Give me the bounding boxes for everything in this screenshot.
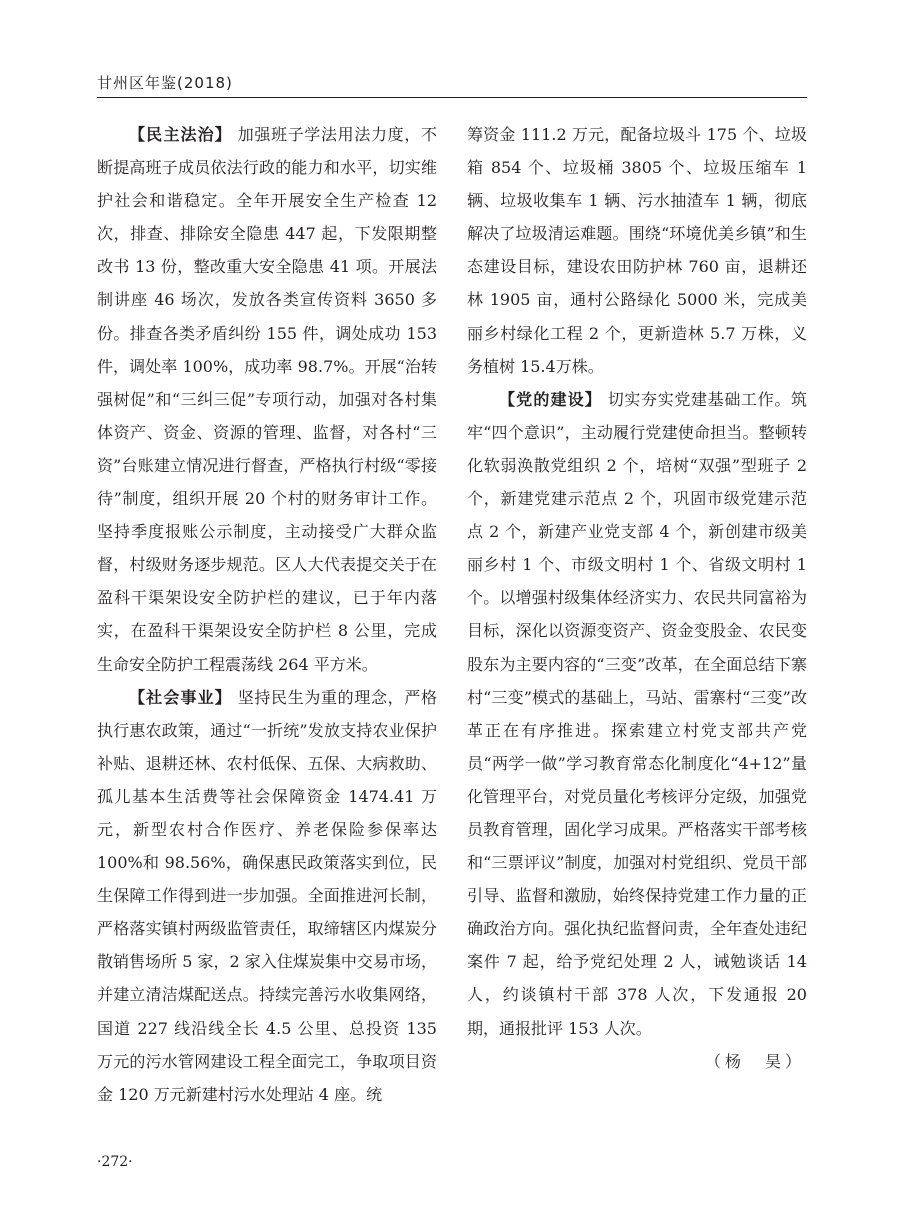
paragraph-text: 坚持民生为重的理念，严格执行惠农政策，通过“一折统”发放支持农业保护补贴、退耕还林、农村低保、五保、大病救助、孤儿基本生活费等社会保障资金 1474.41 万元，新型农村合作医疗、养老保险参保率达 100%和 98.56%，确保惠民政策落实到位，民生保障工作得到进一步加强。全面推进河长制，严格落实镇村两级监管责任，取缔辖区内煤炭分散销售场所 5 家，2 家入住煤炭集中交易市场，并建立清洁煤配送点。持续完善污水收集网络，国道 227 线沿线全长 4.5 公里、总投资 135 万元的污水管网建设工程全面完工，争取项目资金 120 万元新建村污水处理站 4 座。统 <box>97 687 437 1104</box>
paragraph-democracy-law <box>97 118 437 681</box>
section-heading-democracy-law: 【民主法治】 <box>129 125 232 144</box>
paragraph-text: 切实夯实党建基础工作。筑牢“四个意识”，主动履行党建使命担当。整顿转化软弱涣散党组织 2 个，培树“双强”型班子 2 个，新建党建示范点 2 个，巩固市级党建示范点 2 个，新建产业党支部 4 个，新创建市级美丽乡村 1 个、市级文明村 1 个、省级文明村 1 个。以增强村级集体经济实力、农民共同富裕为目标，深化以资源变资产、资金变股金、农民变股东为主要内容的“三变”改革，在全面总结下寨村“三变”模式的基础上，马站、雷寨村“三变”改革正在有序推进。探索建立村党支部共产党员“两学一做”学习教育常态化制度化“4+12”量化管理平台，对党员量化考核评分定级，加强党员教育管理，固化学习成果。严格落实干部考核和“三票评议”制度，加强对村党组织、党员干部引导、监督和激励，始终保持党建工作力量的正确政治方向。强化执纪监督问责，全年查处违纪案件 7 起，给予党纪处理 2 人，诫勉谈话 14 人，约谈镇村干部 378 人次，下发通报 20 期，通报批评 153 人次。 <box>467 389 807 1038</box>
page-number: ·272· <box>97 1154 133 1170</box>
author-byline: （杨 昊） <box>704 1051 805 1071</box>
running-header: 甘州区年鉴(2018) <box>97 74 233 92</box>
paragraph-text: 加强班子学法用法力度，不断提高班子成员依法行政的能力和水平，切实维护社会和谐稳定。全年开展安全生产检查 12 次，排查、排除安全隐患 447 起，下发限期整改书 13 份，整改重大安全隐患 41 项。开展法制讲座 46 场次，发放各类宣传资料 3650 多份。排查各类矛盾纠纷 155 件，调处成功 153 件，调处率 100%，成功率 98.7%。开展“治转强树促”和“三纠三促”专项行动，加强对各村集体资产、资金、资源的管理、监督，对各村“三资”台账建立情况进行督查，严格执行村级“零接待”制度，组织开展 20 个村的财务审计工作。坚持季度报账公示制度，主动接受广大群众监督，村级财务逐步规范。区人大代表提交关于在盈科干渠架设安全防护栏的建议，已于年内落实，在盈科干渠架设安全防护栏 8 公里，完成生命安全防护工程震荡线 264 平方米。 <box>97 125 437 674</box>
paragraph-continuation: 筹资金 111.2 万元，配备垃圾斗 175 个、垃圾箱 854 个、垃圾桶 3805 个、垃圾压缩车 1 辆、垃圾收集车 1 辆、污水抽渣车 1 辆，彻底解决了垃圾清运难题。围绕“环境优美乡镇”和生态建设目标，建设农田防护林 760 亩，退耕还林 1905 亩，通村公路绿化 5000 米，完成美丽乡村绿化工程 2 个，更新造林 5.7 万株，义务植树 15.4万株。 <box>467 125 807 376</box>
section-heading-social-affairs: 【社会事业】 <box>129 687 232 707</box>
paragraph-party-building <box>467 383 807 1045</box>
section-heading-party-building: 【党的建设】 <box>499 389 602 409</box>
paragraph-social-affairs <box>97 681 437 1111</box>
right-column <box>467 118 807 1078</box>
header-rule <box>97 97 807 98</box>
left-column <box>97 118 437 1111</box>
